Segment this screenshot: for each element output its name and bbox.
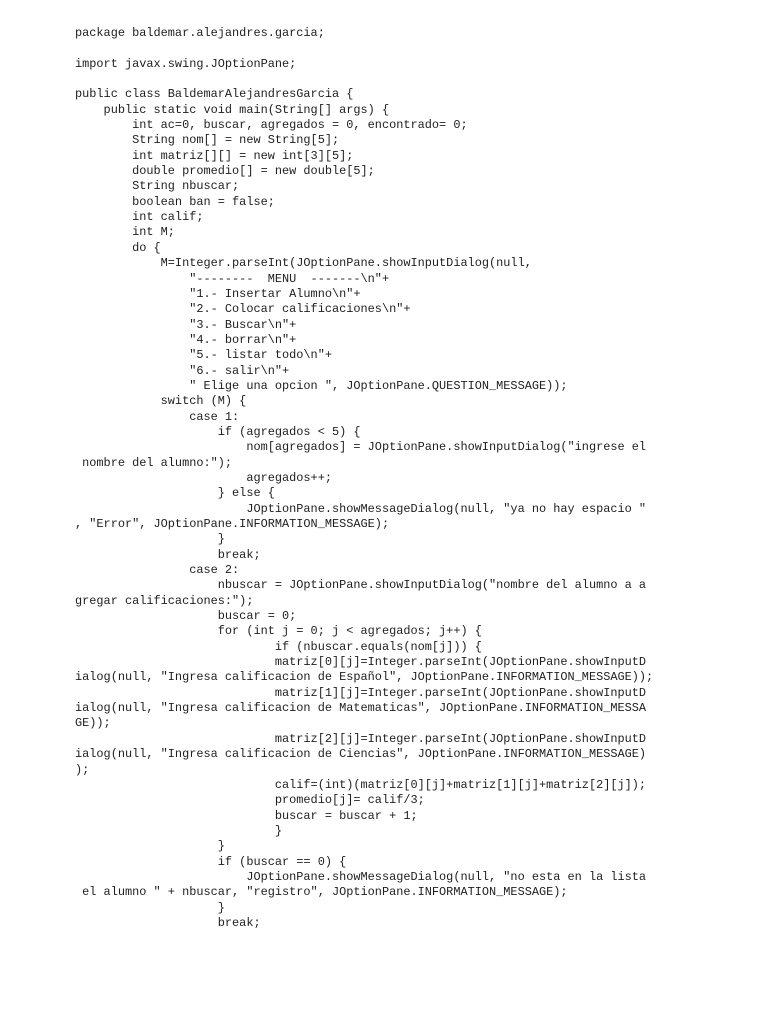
code-line: } xyxy=(75,823,283,838)
code-line: for (int j = 0; j < agregados; j++) { xyxy=(75,624,482,639)
code-line: int matriz[][] = new int[3][5]; xyxy=(75,148,354,163)
code-line: package baldemar.alejandres.garcia; xyxy=(75,26,325,40)
code-line: el alumno " + nbuscar, "registro", JOptionPane.INFORMATION_MESSAGE); xyxy=(75,885,568,900)
code-line: case 2: xyxy=(75,563,240,578)
code-line: nbuscar = JOptionPane.showInputDialog("nombre del alumno a a xyxy=(75,578,647,593)
code-line: buscar = buscar + 1; xyxy=(75,808,418,823)
code-line xyxy=(75,72,709,87)
code-line: nom[agregados] = JOptionPane.showInputDialog("ingrese el xyxy=(75,440,647,455)
code-line: matriz[0][j]=Integer.parseInt(JOptionPane.showInputD xyxy=(75,655,647,670)
code-listing xyxy=(0,26,768,931)
code-line: matriz[1][j]=Integer.parseInt(JOptionPane.showInputD xyxy=(75,685,647,700)
code-line: double promedio[] = new double[5]; xyxy=(75,164,375,179)
code-line: public class BaldemarAlejandresGarcia { xyxy=(75,87,354,102)
code-line: "6.- salir\n"+ xyxy=(75,363,290,378)
code-line: gregar calificaciones:"); xyxy=(75,593,254,608)
code-line: case 1: xyxy=(75,409,240,424)
code-line: int M; xyxy=(75,225,175,240)
code-line: "2.- Colocar calificaciones\n"+ xyxy=(75,302,411,317)
code-line: "1.- Insertar Alumno\n"+ xyxy=(75,286,361,301)
code-line: } else { xyxy=(75,486,275,501)
code-line: M=Integer.parseInt(JOptionPane.showInputDialog(null, xyxy=(75,256,532,271)
code-line: do { xyxy=(75,240,161,255)
code-line: if (nbuscar.equals(nom[j])) { xyxy=(75,639,482,654)
code-line: promedio[j]= calif/3; xyxy=(75,793,425,808)
code-line: String nbuscar; xyxy=(75,179,240,194)
code-line: JOptionPane.showMessageDialog(null, "ya no hay espacio " xyxy=(75,501,647,516)
code-line: calif=(int)(matriz[0][j]+matriz[1][j]+matriz[2][j]); xyxy=(75,777,647,792)
code-line: } xyxy=(75,900,225,915)
code-line: , "Error", JOptionPane.INFORMATION_MESSAGE); xyxy=(75,517,390,531)
code-line: ialog(null, "Ingresa calificacion de Matematicas", JOptionPane.INFORMATION_MESSA xyxy=(75,701,647,716)
code-line: JOptionPane.showMessageDialog(null, "no esta en la lista xyxy=(75,869,647,884)
code-line: } xyxy=(75,839,225,854)
code-line: String nom[] = new String[5]; xyxy=(75,133,340,148)
code-line: public static void main(String[] args) { xyxy=(75,102,390,117)
code-line: GE)); xyxy=(75,716,111,731)
code-line: buscar = 0; xyxy=(75,609,297,624)
code-line xyxy=(75,41,709,56)
code-line: break; xyxy=(75,915,261,930)
code-line: switch (M) { xyxy=(75,394,247,409)
code-line: break; xyxy=(75,547,261,562)
code-line: ialog(null, "Ingresa calificacion de Ciencias", JOptionPane.INFORMATION_MESSAGE) xyxy=(75,747,647,762)
code-line: "4.- borrar\n"+ xyxy=(75,332,297,347)
code-line: "5.- listar todo\n"+ xyxy=(75,348,332,363)
code-line: agregados++; xyxy=(75,470,332,485)
code-line: boolean ban = false; xyxy=(75,194,275,209)
code-line: matriz[2][j]=Integer.parseInt(JOptionPane.showInputD xyxy=(75,731,647,746)
code-line: import javax.swing.JOptionPane; xyxy=(75,56,297,71)
code-line: "3.- Buscar\n"+ xyxy=(75,317,297,332)
code-line: } xyxy=(75,532,225,547)
code-line: if (buscar == 0) { xyxy=(75,854,347,869)
code-line: int calif; xyxy=(75,210,204,225)
code-line: "-------- MENU -------\n"+ xyxy=(75,271,390,286)
code-line: ialog(null, "Ingresa calificacion de Español", JOptionPane.INFORMATION_MESSAGE)); xyxy=(75,670,654,685)
code-line: ); xyxy=(75,762,90,777)
code-line: " Elige una opcion ", JOptionPane.QUESTION_MESSAGE)); xyxy=(75,378,568,393)
code-line: if (agregados < 5) { xyxy=(75,424,361,439)
code-line: nombre del alumno:"); xyxy=(75,455,233,470)
code-line: int ac=0, buscar, agregados = 0, encontrado= 0; xyxy=(75,118,468,133)
